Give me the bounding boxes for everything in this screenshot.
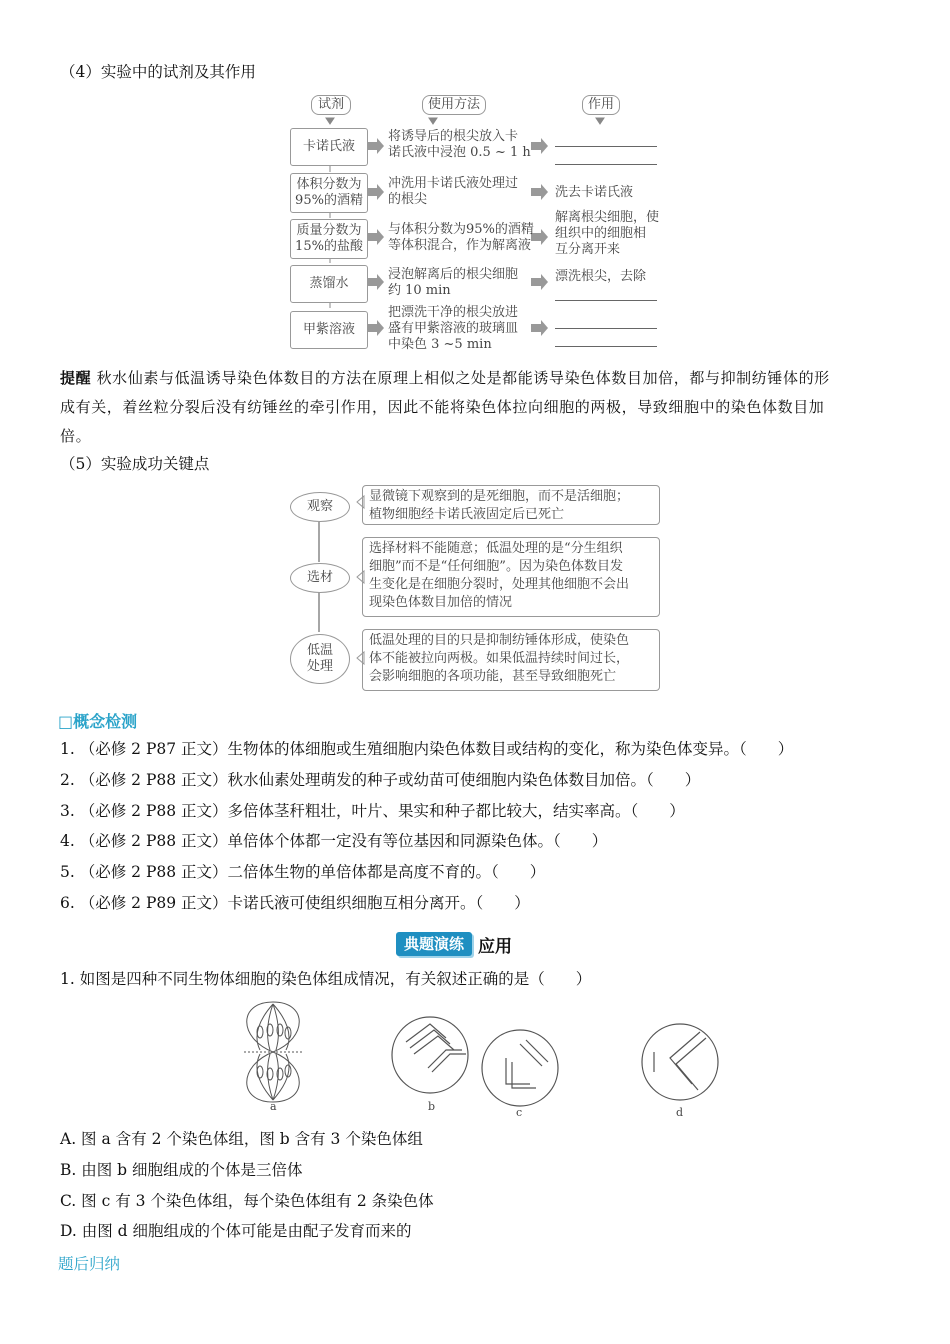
concept-item: 1. （必修 2 P87 正文）生物体的体细胞或生殖细胞内染色体数目或结构的变化，称为染色体变异。（ ） [60, 740, 794, 758]
key-box-lowtemp: 低温处理的目的只是抑制纺锤体形成，使染色 体不能被拉向两极。如果低温持续时间过长， 会影响细胞的各项功能，甚至导致细胞死亡 [362, 629, 660, 691]
summary-heading: 题后归纳 [58, 1255, 121, 1273]
answer-blank [555, 328, 657, 329]
fig-label-b: b [428, 1100, 436, 1113]
tip-paragraph: 提醒 秋水仙素与低温诱导染色体数目的方法在原理上相似之处是都能诱导染色体数目加倍，都与抑制纺锤体的形 成有关，着丝粒分裂后没有纺锤丝的牵引作用，因此不能将染色体拉向细胞的两极，导致细胞中的染色体数目加 倍。 [60, 369, 830, 445]
fig-label-a: a [270, 1100, 277, 1113]
concept-item: 2. （必修 2 P88 正文）秋水仙素处理萌发的种子或幼苗可使细胞内染色体数目加倍。（ ） [60, 771, 701, 789]
key-oval-observe: 观察 [290, 492, 350, 522]
option-d: D. 由图 d 细胞组成的个体可能是由配子发育而来的 [60, 1222, 412, 1240]
method-text-carnoy: 将诱导后的根尖放入卡 诺氏液中浸泡 0.5 ~ 1 h [388, 129, 531, 160]
answer-blank [555, 346, 657, 347]
key-box-material: 选择材料不能随意；低温处理的是“分生组织 细胞”而不是“任何细胞”。因为染色体数目发 生变化是在细胞分裂时，处理其他细胞不会出 现染色体数目加倍的情况 [362, 537, 660, 617]
concept-title: □概念检测 [58, 712, 138, 731]
method-text-alcohol: 冲洗用卡诺氏液处理过 的根尖 [388, 176, 519, 207]
practice-banner-label: 典题演练 [396, 932, 472, 956]
reagent-box-carnoy: 卡诺氏液 [290, 128, 368, 166]
practice-question: 1. 如图是四种不同生物体细胞的染色体组成情况，有关叙述正确的是（ ） [60, 970, 592, 988]
arrow-right-icon [367, 138, 384, 154]
col-header-reagent: 试剂 [311, 95, 351, 115]
arrow-right-icon [531, 184, 548, 200]
method-text-water: 浸泡解离后的根尖细胞 约 10 min [388, 267, 519, 298]
option-c: C. 图 c 有 3 个染色体组，每个染色体组有 2 条染色体 [60, 1192, 434, 1210]
reagent-box-hcl: 质量分数为 15%的盐酸 [290, 219, 368, 259]
practice-banner [396, 931, 512, 957]
key-oval-material: 选材 [290, 563, 350, 593]
practice-banner-suffix: 应用 [478, 936, 513, 957]
col-header-method: 使用方法 [422, 95, 486, 115]
reagent-box-alcohol: 体积分数为 95%的酒精 [290, 173, 368, 213]
method-text-hcl: 与体积分数为95%的酒精 等体积混合，作为解离液 [388, 222, 534, 253]
fig-label-d: d [676, 1106, 684, 1119]
fig-label-c: c [516, 1106, 523, 1119]
cell-figures [230, 1000, 730, 1125]
option-a: A. 图 a 含有 2 个染色体组，图 b 含有 3 个染色体组 [60, 1130, 423, 1148]
col-header-effect: 作用 [582, 95, 620, 115]
cell-b [392, 1017, 468, 1093]
arrow-right-icon [531, 320, 548, 336]
concept-item: 4. （必修 2 P88 正文）单倍体个体都一定没有等位基因和同源染色体。（ ） [60, 832, 608, 850]
key-oval-lowtemp: 低温 处理 [290, 634, 350, 684]
effect-text-hcl: 解离根尖细胞，使 组织中的细胞相 互分离开来 [555, 210, 660, 257]
arrow-down-icon [326, 118, 334, 124]
arrow-right-icon [531, 274, 548, 290]
answer-blank [555, 164, 657, 165]
arrow-right-icon [367, 320, 384, 336]
arrow-right-icon [531, 138, 548, 154]
arrow-right-icon [367, 184, 384, 200]
arrow-right-icon [367, 274, 384, 290]
arrow-right-icon [367, 229, 384, 245]
answer-blank [555, 300, 657, 301]
arrow-down-icon [596, 118, 604, 124]
key-box-observe: 显微镜下观察到的是死细胞，而不是活细胞； 植物细胞经卡诺氏液固定后已死亡 [362, 485, 660, 525]
effect-text-water: 漂洗根尖，去除 [555, 269, 647, 284]
arrow-down-icon [429, 118, 437, 124]
cell-d [642, 1024, 718, 1100]
concept-item: 5. （必修 2 P88 正文）二倍体生物的单倍体都是高度不育的。（ ） [60, 863, 546, 881]
section5-heading: （5）实验成功关键点 [60, 455, 210, 473]
concept-item: 6. （必修 2 P89 正文）卡诺氏液可使组织细胞互相分离开。（ ） [60, 894, 530, 912]
concept-item: 3. （必修 2 P88 正文）多倍体茎秆粗壮，叶片、果实和种子都比较大，结实率高。（ ） [60, 802, 685, 820]
effect-text-alcohol: 洗去卡诺氏液 [555, 185, 634, 200]
reagent-box-water: 蒸馏水 [290, 265, 368, 303]
reagent-box-violet: 甲紫溶液 [290, 311, 368, 349]
cell-a [244, 1002, 302, 1102]
cell-c [482, 1030, 558, 1106]
tip-label: 提醒 [60, 369, 92, 387]
option-b: B. 由图 b 细胞组成的个体是三倍体 [60, 1161, 303, 1179]
answer-blank [555, 146, 657, 147]
section4-heading: （4）实验中的试剂及其作用 [60, 63, 256, 81]
method-text-violet: 把漂洗干净的根尖放进 盛有甲紫溶液的玻璃皿 中染色 3 ~5 min [388, 305, 519, 352]
